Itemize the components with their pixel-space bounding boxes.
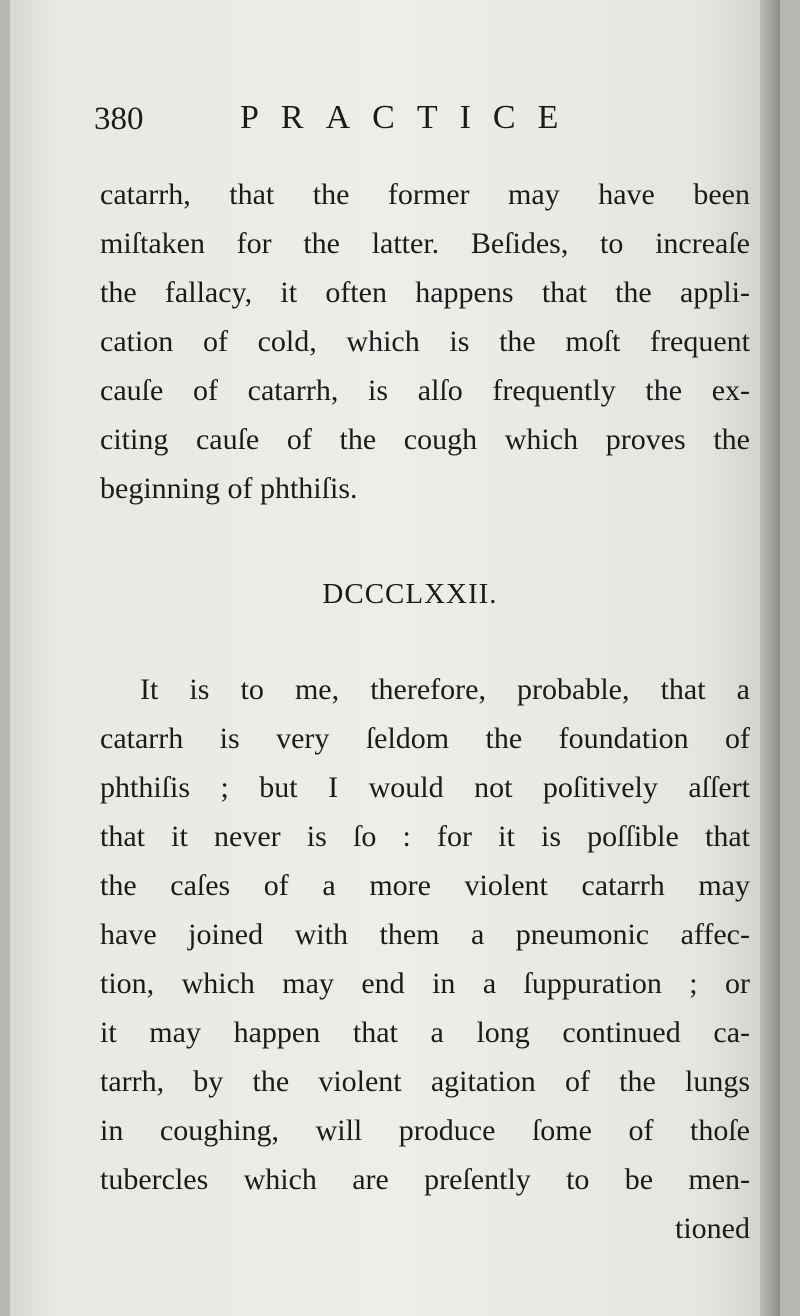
section-number: DCCCLXXII. xyxy=(322,578,498,610)
text-line: the fallacy, it often happens that the appli- xyxy=(100,276,750,309)
text-line: cation of cold, which is the moſt frequent xyxy=(100,325,750,358)
text-line: tion, which may end in a ſuppuration ; or xyxy=(100,967,750,1000)
running-title: PRACTICE xyxy=(240,99,581,136)
text-line: the caſes of a more violent catarrh may xyxy=(100,869,750,902)
catchword: tioned xyxy=(675,1212,750,1245)
text-line: citing cauſe of the cough which proves the xyxy=(100,423,750,456)
page-number: 380 xyxy=(94,101,144,137)
text-line: tubercles which are preſently to be men- xyxy=(100,1163,750,1196)
page-gutter-shadow xyxy=(760,0,780,1316)
text-line: catarrh, that the former may have been xyxy=(100,178,750,211)
text-line: phthiſis ; but I would not poſitively aſſert xyxy=(100,771,750,804)
text-line: beginning of phthiſis. xyxy=(100,472,358,505)
paragraph-continuation xyxy=(100,170,750,513)
text-line: it may happen that a long continued ca- xyxy=(100,1016,750,1049)
text-line: have joined with them a pneumonic affec- xyxy=(100,918,750,951)
page-header xyxy=(90,95,750,145)
text-line: cauſe of catarrh, is alſo frequently the ex- xyxy=(100,374,750,407)
text-line: miſtaken for the latter. Beſides, to increaſe xyxy=(100,227,750,260)
text-line: It is to me, therefore, probable, that a xyxy=(140,673,750,706)
text-line: in coughing, will produce ſome of thoſe xyxy=(100,1114,750,1147)
text-line: catarrh is very ſeldom the foundation of xyxy=(100,722,750,755)
book-page xyxy=(10,0,780,1316)
text-line: that it never is ſo : for it is poſſible that xyxy=(100,820,750,853)
paragraph-main xyxy=(100,665,750,1253)
text-line: tarrh, by the violent agitation of the lungs xyxy=(100,1065,750,1098)
